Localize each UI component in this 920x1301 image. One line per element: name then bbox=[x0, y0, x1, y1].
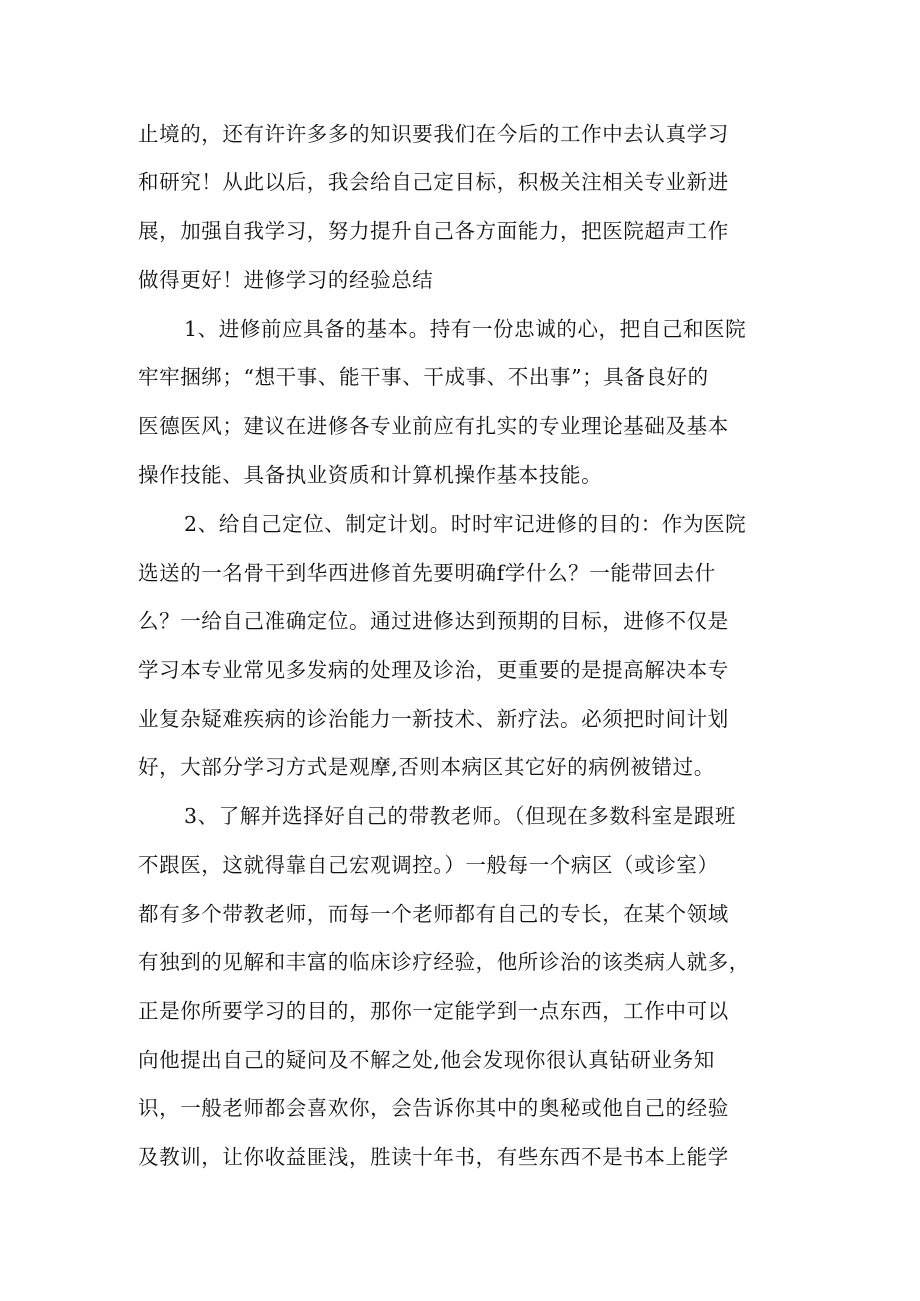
text-line: 止境的，还有许许多多的知识要我们在今后的工作中去认真学习 bbox=[138, 122, 729, 146]
text-line: 么？一给自己准确定位。通过进修达到预期的目标，进修不仅是 bbox=[138, 609, 729, 633]
paragraph-first-line: 3、了解并选择好自己的带教老师。（但现在多数科室是跟班 bbox=[184, 804, 736, 828]
text-line: 医德医风；建议在进修各专业前应有扎实的专业理论基础及基本 bbox=[138, 414, 729, 438]
text-line: 牢牢捆绑；“想干事、能干事、干成事、不出事”；具备良好的 bbox=[138, 365, 709, 389]
text-line: 识，一般老师都会喜欢你，会告诉你其中的奥秘或他自己的经验 bbox=[138, 1096, 729, 1120]
text-line: 都有多个带教老师，而每一个老师都有自己的专长，在某个领域 bbox=[138, 902, 729, 926]
text-line: 做得更好！进修学习的经验总结 bbox=[138, 268, 434, 292]
text-line: 好，大部分学习方式是观摩,否则本病区其它好的病例被错过。 bbox=[138, 755, 715, 779]
text-line: 正是你所要学习的目的，那你一定能学到一点东西，工作中可以 bbox=[138, 999, 729, 1023]
text-line: 及教训，让你收益匪浅，胜读十年书，有些东西不是书本上能学 bbox=[138, 1145, 729, 1169]
text-line: 和研究！从此以后，我会给自己定目标，积极关注相关专业新进 bbox=[138, 170, 729, 194]
text-line: 学习本专业常见多发病的处理及诊治，更重要的是提高解决本专 bbox=[138, 658, 729, 682]
text-line: 操作技能、具备执业资质和计算机操作基本技能。 bbox=[138, 463, 603, 487]
text-line: 有独到的见解和丰富的临床诊疗经验，他所诊治的该类病人就多， bbox=[138, 950, 750, 974]
text-line: 展，加强自我学习，努力提升自己各方面能力，把医院超声工作 bbox=[138, 219, 729, 243]
text-line: 选送的一名骨干到华西进修首先要明确f学什么？一能带回去什 bbox=[138, 561, 716, 585]
paragraph-first-line: 2、给自己定位、制定计划。时时牢记进修的目的：作为医院 bbox=[184, 512, 747, 536]
paragraph-first-line: 1、进修前应具备的基本。持有一份忠诚的心，把自己和医院 bbox=[184, 317, 747, 341]
text-line: 向他提出自己的疑问及不解之处,他会发现你很认真钻研业务知 bbox=[138, 1048, 715, 1072]
text-line: 业复杂疑难疾病的诊治能力一新技术、新疗法。必须把时间计划 bbox=[138, 707, 729, 731]
text-line: 不跟医，这就得靠自己宏观调控。）一般每一个病区（或诊室） bbox=[138, 853, 719, 877]
